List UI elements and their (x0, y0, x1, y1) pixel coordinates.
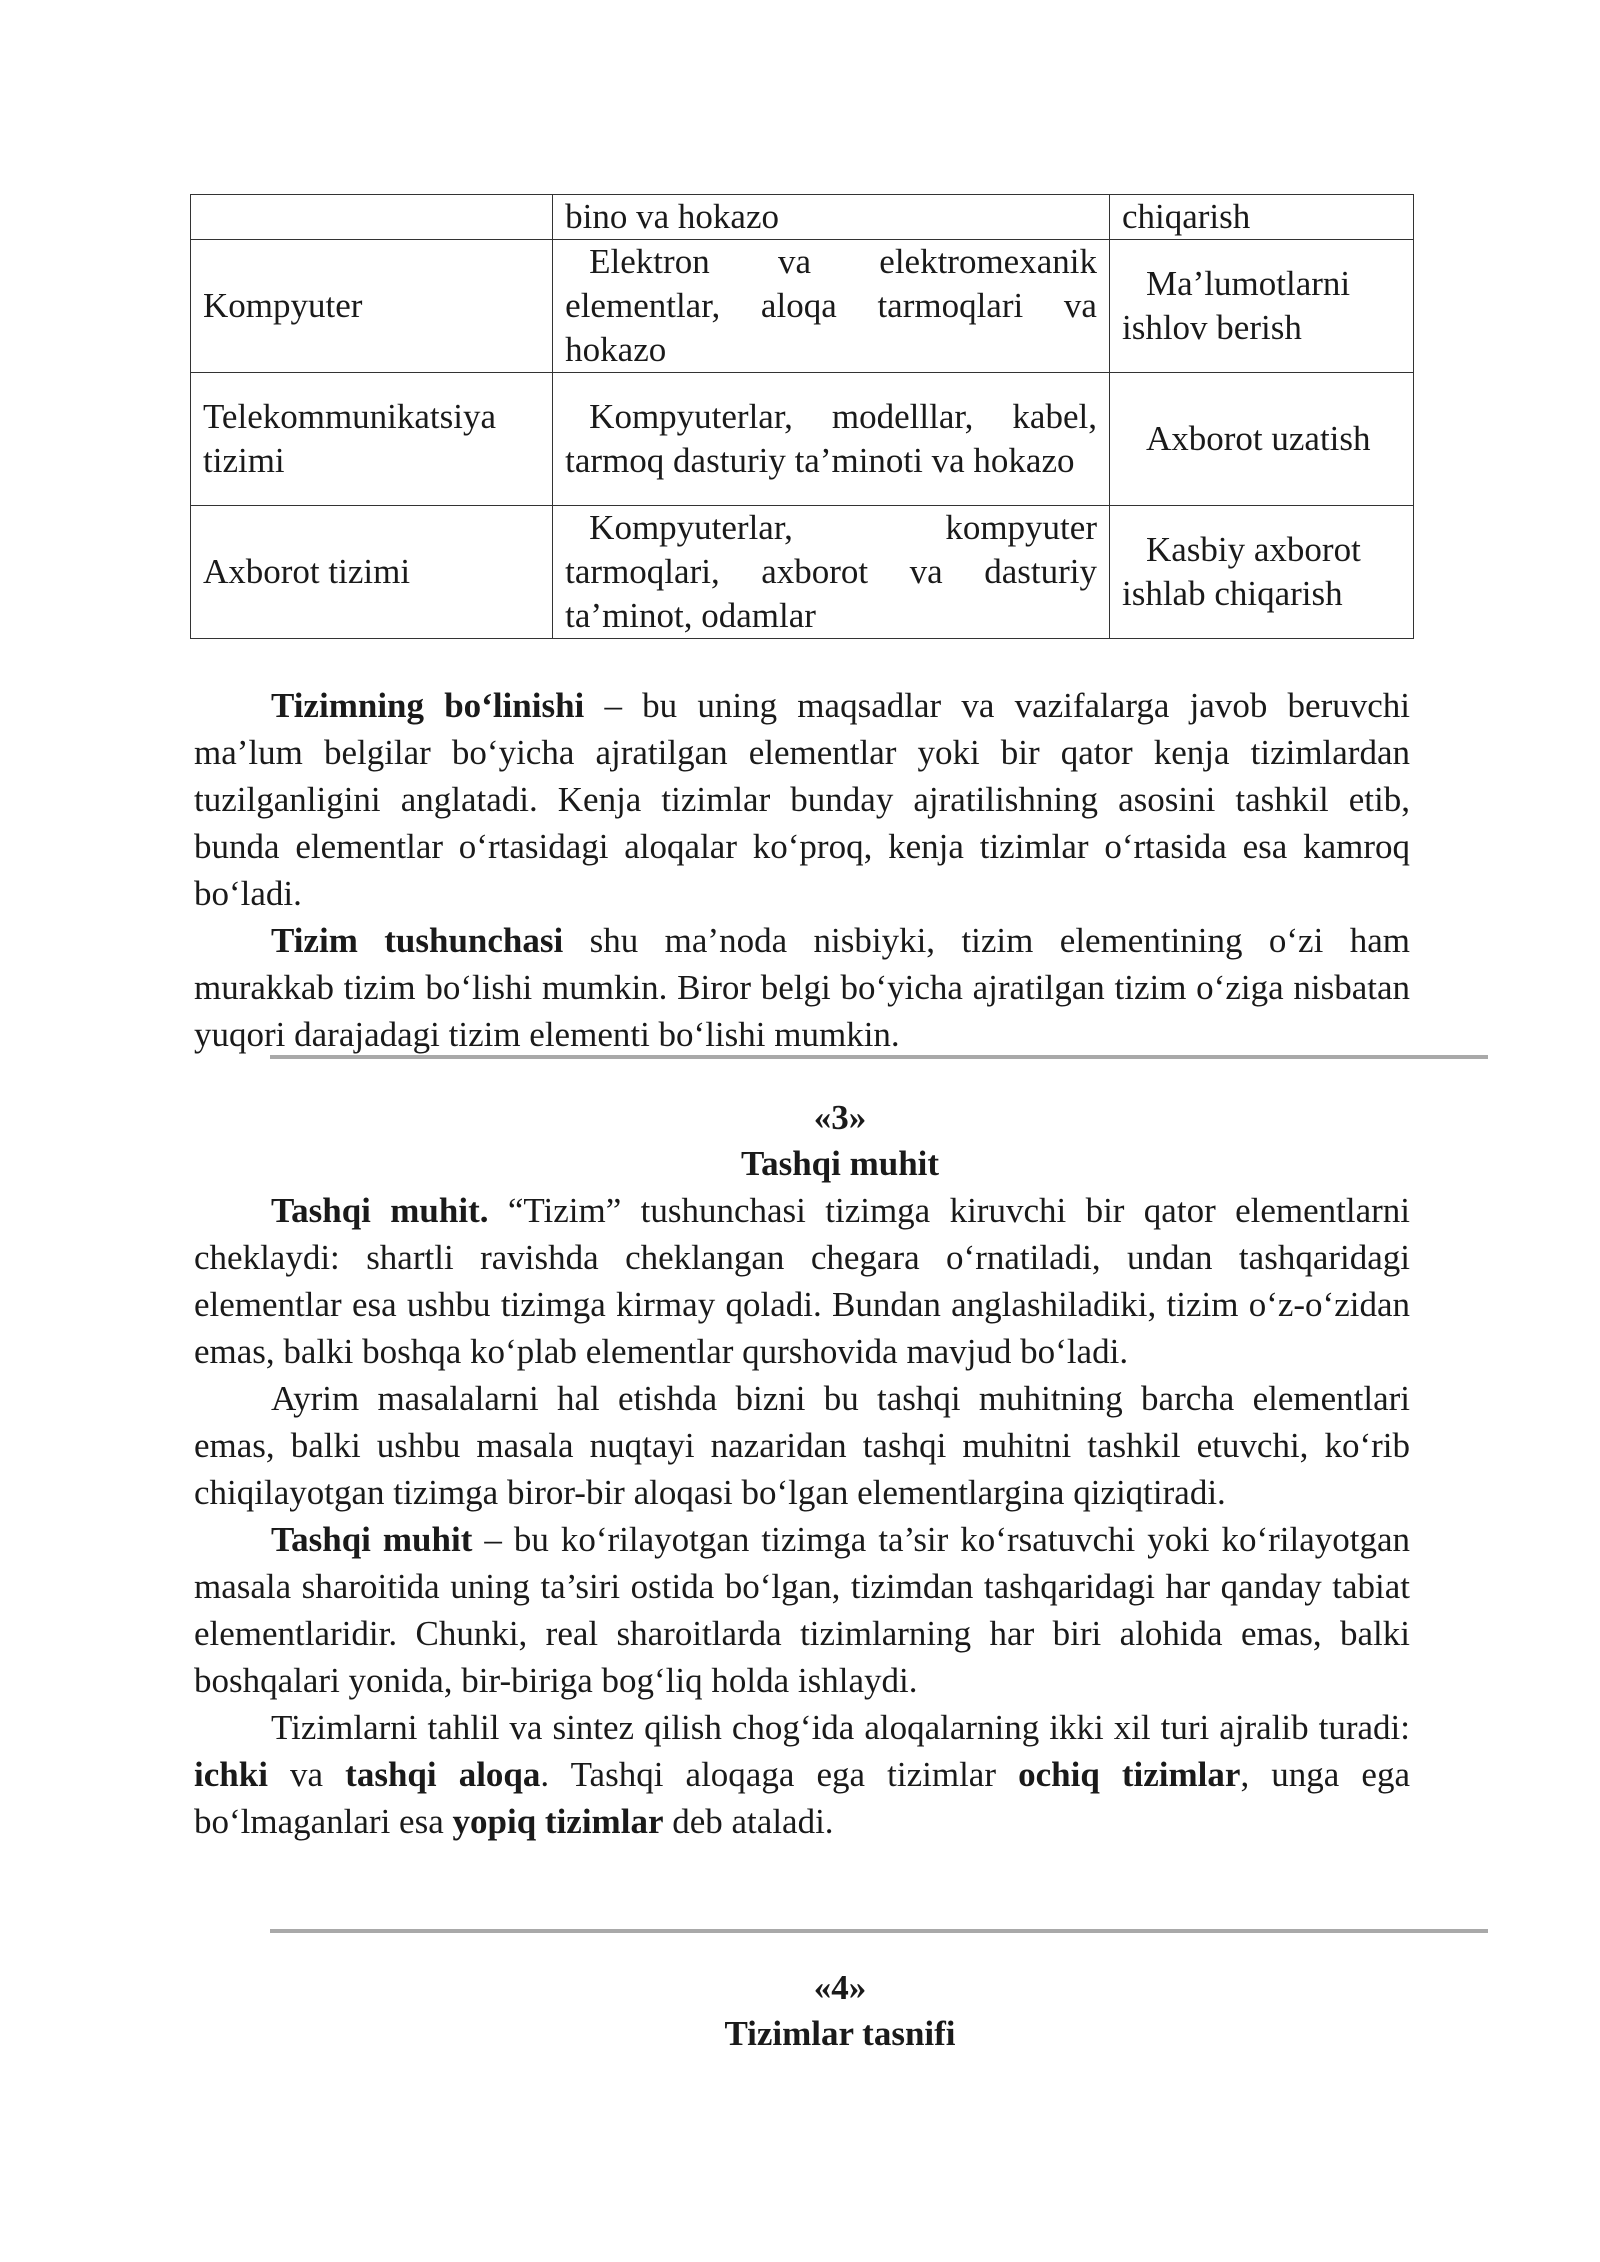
section-2-text (194, 682, 1410, 1058)
table-cell-text: Kompyuterlar, modelllar, kabel, tarmoq dasturiy ta’minoti va hokazo (565, 397, 1097, 480)
table-cell-name (191, 195, 553, 240)
table-cell-function (1109, 506, 1413, 639)
table-cell-name: Telekommunikatsiya tizimi (191, 373, 553, 506)
bold-term: Tashqi muhit (271, 1520, 473, 1559)
bold-term: Tizim tushunchasi (271, 921, 564, 960)
bold-term: ochiq tizimlar (1018, 1755, 1241, 1794)
section-divider (270, 1055, 1488, 1059)
section-3-text (194, 1187, 1410, 1845)
section-title: Tizimlar tasnifi (724, 2014, 956, 2053)
paragraph-text: va (267, 1755, 346, 1794)
paragraph (194, 917, 1410, 1058)
table-row (191, 506, 1414, 639)
table-cell-text: Kompyuterlar, kompyuter tarmoqlari, axborot va dasturiy ta’minot, odamlar (565, 508, 1097, 635)
table-row (191, 240, 1414, 373)
section-divider (270, 1929, 1488, 1933)
table-cell-text: Elektron va elektromexanik elementlar, aloqa tarmoqlari va hokazo (565, 242, 1097, 369)
table-cell-elements (553, 506, 1110, 639)
table-cell-text: Kasbiy axborot ishlab chiqarish (1121, 530, 1361, 613)
paragraph-text: Tizimlarni tahlil va sintez qilish chog‘ida aloqalarning ikki xil turi ajralib turadi: (271, 1708, 1410, 1747)
table-cell-text: Axborot uzatish (1145, 419, 1371, 458)
section-number: «4» (813, 1968, 867, 2007)
table-cell-function (1109, 373, 1413, 506)
paragraph (194, 1375, 1410, 1516)
paragraph-text: “Tizim” tushunchasi tizimga kiruvchi bir qator elementlarni cheklaydi: shartli ravishda cheklangan chegara o‘rnatiladi, undan tashqaridagi elementlar esa ushbu tizimga kirmay qoladi. Bundan anglashiladiki, tizim o‘z-o‘zidan emas, balki boshqa ko‘plab elementlar qurshovida mavjud bo‘ladi. (194, 1191, 1410, 1371)
systems-table (190, 194, 1414, 639)
paragraph-text: – bu ko‘rilayotgan tizimga ta’sir ko‘rsatuvchi yoki ko‘rilayotgan masala sharoitida uning ta’siri ostida bo‘lgan, tizimdan tashqaridagi har qanday tabiat elementlaridir. Chunki, real sharoitlarda tizimlarning har biri alohida emas, balki boshqalari yonida, bir-biriga bog‘liq holda ishlaydi. (194, 1520, 1411, 1700)
table-cell-elements (553, 240, 1110, 373)
table-row (191, 195, 1414, 240)
bold-term: yopiq tizimlar (452, 1802, 664, 1841)
table-cell-text: Ma’lumotlarni ishlov berish (1121, 264, 1351, 347)
table-cell-name: Axborot tizimi (191, 506, 553, 639)
table-cell-elements (553, 373, 1110, 506)
table-cell-function (1109, 240, 1413, 373)
paragraph (194, 1516, 1410, 1704)
table-cell-function: chiqarish (1109, 195, 1413, 240)
bold-term: tashqi aloqa (345, 1755, 541, 1794)
table-row (191, 373, 1414, 506)
table-cell-name: Kompyuter (191, 240, 553, 373)
bold-term: Tizimning bo‘linishi (271, 686, 585, 725)
paragraph-text: – bu uning maqsadlar va vazifalarga javob beruvchi ma’lum belgilar bo‘yicha ajratilgan elementlar yoki bir qator kenja tizimlardan tuzilganligini anglatadi. Kenja tizimlar bunday ajratilishning asosini tashkil etib, bunda elementlar o‘rtasidagi aloqalar ko‘proq, kenja tizimlar o‘rtasida esa kamroq bo‘ladi. (194, 686, 1410, 913)
paragraph-text: , unga ega bo‘lmaganlari esa (194, 1755, 1410, 1841)
table-cell-elements: bino va hokazo (553, 195, 1110, 240)
paragraph (194, 1187, 1410, 1375)
paragraph-text: Ayrim masalalarni hal etishda bizni bu tashqi muhitning barcha elementlari emas, balki ushbu masala nuqtayi nazaridan tashqi muhitni tashkil etuvchi, ko‘rib chiqilayotgan tizimga biror-bir aloqasi bo‘lgan elementlargina qiziqtiradi. (194, 1379, 1410, 1512)
paragraph-text: . Tashqi aloqaga ega tizimlar (540, 1755, 1019, 1794)
paragraph (194, 1704, 1410, 1845)
section-number: «3» (813, 1098, 867, 1137)
section-title: Tashqi muhit (740, 1144, 940, 1183)
paragraph-text: shu ma’noda nisbiyki, tizim elementining o‘zi ham murakkab tizim bo‘lishi mumkin. Biror belgi bo‘yicha ajratilgan tizim o‘ziga nisbatan yuqori darajadagi tizim elementi bo‘lishi mumkin. (194, 921, 1410, 1054)
paragraph-text: deb ataladi. (663, 1802, 834, 1841)
bold-term: Tashqi muhit. (271, 1191, 489, 1230)
paragraph (194, 682, 1410, 917)
bold-term: ichki (194, 1755, 268, 1794)
